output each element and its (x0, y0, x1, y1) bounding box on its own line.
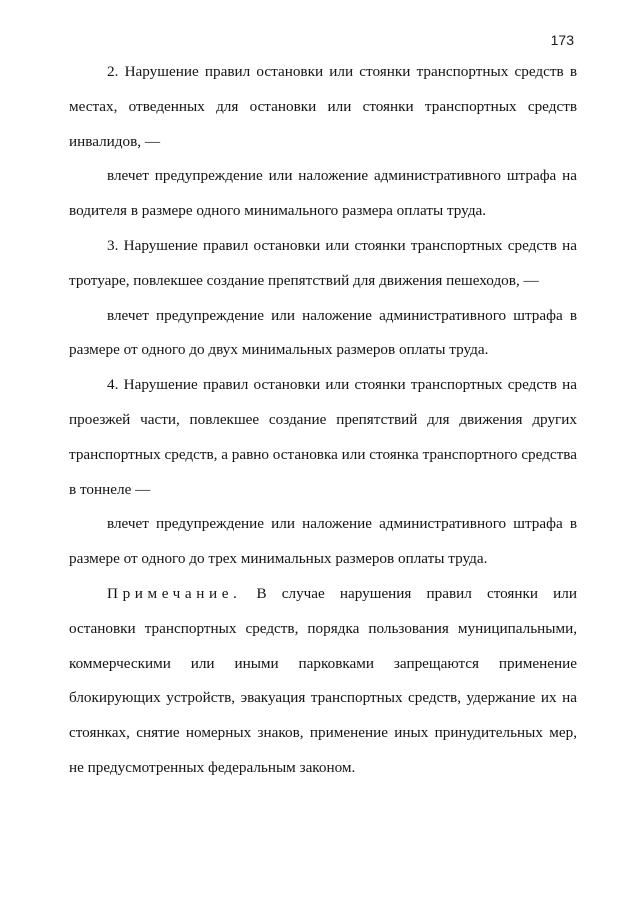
document-body (69, 55, 577, 786)
paragraph-penalty-3: влечет предупреждение или наложение административного штрафа в размере от одного до двух минимальных размеров оплаты труда. (69, 306, 577, 359)
paragraph-violation-3: 3. Нарушение правил остановки или стоянки транспортных средств на тротуаре, повлекшее создание препятствий для движения пешеходов, — (69, 236, 577, 289)
page-number: 173 (550, 32, 574, 48)
paragraph-violation-4: 4. Нарушение правил остановки или стоянки транспортных средств на проезжей части, повлекшее создание препятствий для движения других транспортных средств, а равно остановка или стоянка транспортного средства в тоннеле — (69, 376, 578, 498)
paragraph-penalty-2: влечет предупреждение или наложение административного штрафа на водителя в размере одного минимального размера оплаты труда. (69, 167, 577, 220)
paragraph-penalty-4: влечет предупреждение или наложение административного штрафа в размере от одного до трех минимальных размеров оплаты труда. (69, 515, 577, 568)
paragraph-note (69, 577, 577, 786)
note-label: Примечание. (107, 584, 242, 602)
paragraph-violation-2: 2. Нарушение правил остановки или стоянки транспортных средств в местах, отведенных для остановки или стоянки транспортных средств инвалидов, — (69, 63, 577, 150)
note-text: В случае нарушения правил стоянки или остановки транспортных средств, порядка пользования муниципальными, коммерческими или иными парковками запрещаются применение блокирующих устройств, эвакуация транспортных средств, удержание их на стоянках, снятие номерных знаков, применение иных принудительных мер, не предусмотренных федеральным законом. (69, 584, 577, 776)
